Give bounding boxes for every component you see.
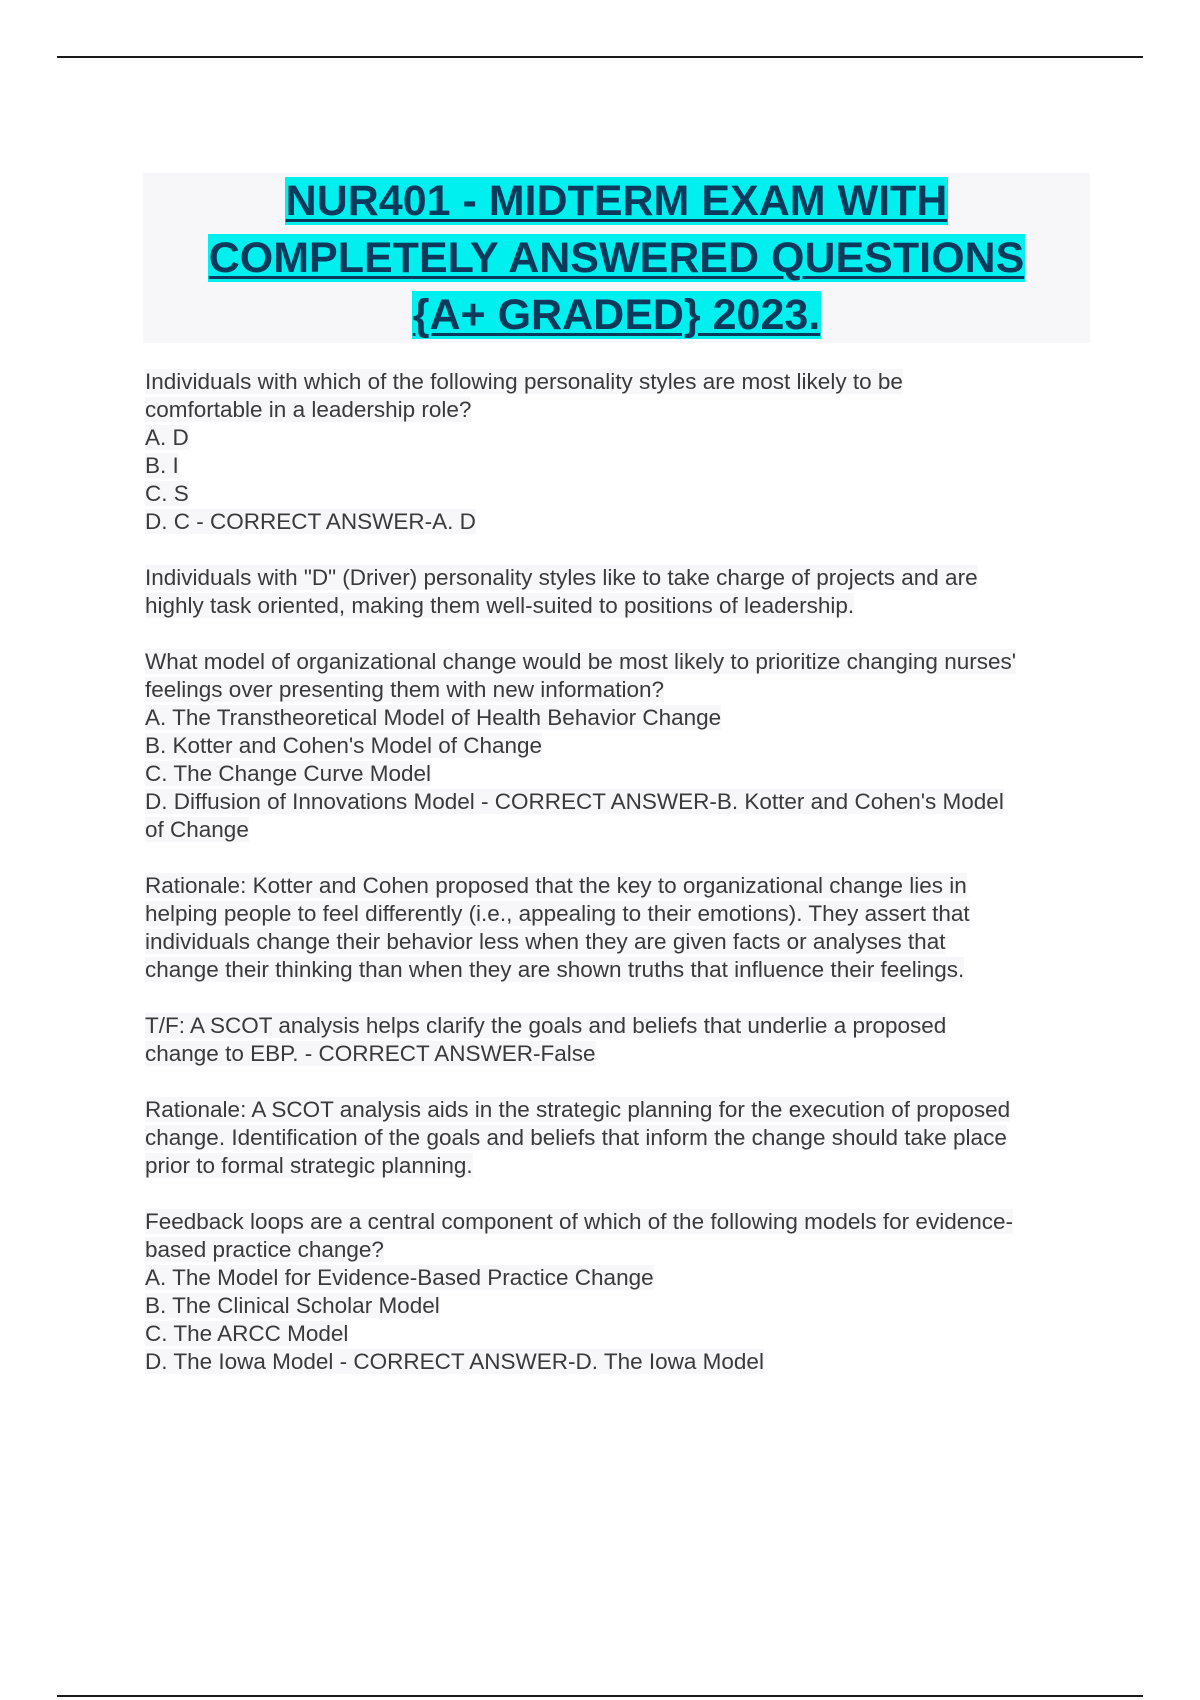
rationale-3 <box>145 1096 1095 1180</box>
text-line: Rationale: A SCOT analysis aids in the strategic planning for the execution of proposed <box>145 1097 1011 1122</box>
text-line: helping people to feel differently (i.e., appealing to their emotions). They assert that <box>145 901 970 926</box>
answer-option: B. The Clinical Scholar Model <box>145 1293 440 1318</box>
text-line: T/F: A SCOT analysis helps clarify the goals and beliefs that underlie a proposed <box>145 1013 947 1038</box>
title-line-3: {A+ GRADED} 2023. <box>412 291 821 339</box>
top-rule <box>57 56 1143 58</box>
answer-option: A. The Model for Evidence-Based Practice Change <box>145 1265 654 1290</box>
document-body <box>145 368 1095 1404</box>
question-2 <box>145 648 1095 844</box>
text-line: based practice change? <box>145 1237 384 1262</box>
document-title <box>143 173 1090 343</box>
text-line: Rationale: Kotter and Cohen proposed that the key to organizational change lies in <box>145 873 967 898</box>
answer-option: A. The Transtheoretical Model of Health Behavior Change <box>145 705 722 730</box>
answer-option: A. D <box>145 425 189 450</box>
title-line-1: NUR401 - MIDTERM EXAM WITH <box>285 177 948 225</box>
answer-option: C. S <box>145 481 189 506</box>
question-1 <box>145 368 1095 536</box>
text-line: Feedback loops are a central component of which of the following models for evidence- <box>145 1209 1013 1234</box>
answer-option: B. I <box>145 453 179 478</box>
answer-option: D. C - CORRECT ANSWER-A. D <box>145 509 476 534</box>
text-line: comfortable in a leadership role? <box>145 397 472 422</box>
answer-option: D. The Iowa Model - CORRECT ANSWER-D. The Iowa Model <box>145 1349 764 1374</box>
answer-option: C. The Change Curve Model <box>145 761 431 786</box>
explanation-1 <box>145 564 1095 620</box>
answer-option: C. The ARCC Model <box>145 1321 349 1346</box>
answer-option: of Change <box>145 817 249 842</box>
text-line: Individuals with which of the following personality styles are most likely to be <box>145 369 903 394</box>
rationale-2 <box>145 872 1095 984</box>
question-3 <box>145 1012 1095 1068</box>
question-4 <box>145 1208 1095 1376</box>
text-line: feelings over presenting them with new information? <box>145 677 665 702</box>
bottom-rule <box>57 1695 1143 1697</box>
text-line: highly task oriented, making them well-suited to positions of leadership. <box>145 593 855 618</box>
answer-option: B. Kotter and Cohen's Model of Change <box>145 733 543 758</box>
answer-option: D. Diffusion of Innovations Model - CORRECT ANSWER-B. Kotter and Cohen's Model <box>145 789 1004 814</box>
title-line-2: COMPLETELY ANSWERED QUESTIONS <box>208 234 1025 282</box>
text-line: What model of organizational change would be most likely to prioritize changing nurses' <box>145 649 1017 674</box>
text-line: change to EBP. - CORRECT ANSWER-False <box>145 1041 596 1066</box>
text-line: change. Identification of the goals and beliefs that inform the change should take place <box>145 1125 1007 1150</box>
text-line: change their thinking than when they are shown truths that influence their feelings. <box>145 957 965 982</box>
text-line: individuals change their behavior less when they are given facts or analyses that <box>145 929 946 954</box>
text-line: Individuals with "D" (Driver) personality styles like to take charge of projects and are <box>145 565 978 590</box>
text-line: prior to formal strategic planning. <box>145 1153 473 1178</box>
